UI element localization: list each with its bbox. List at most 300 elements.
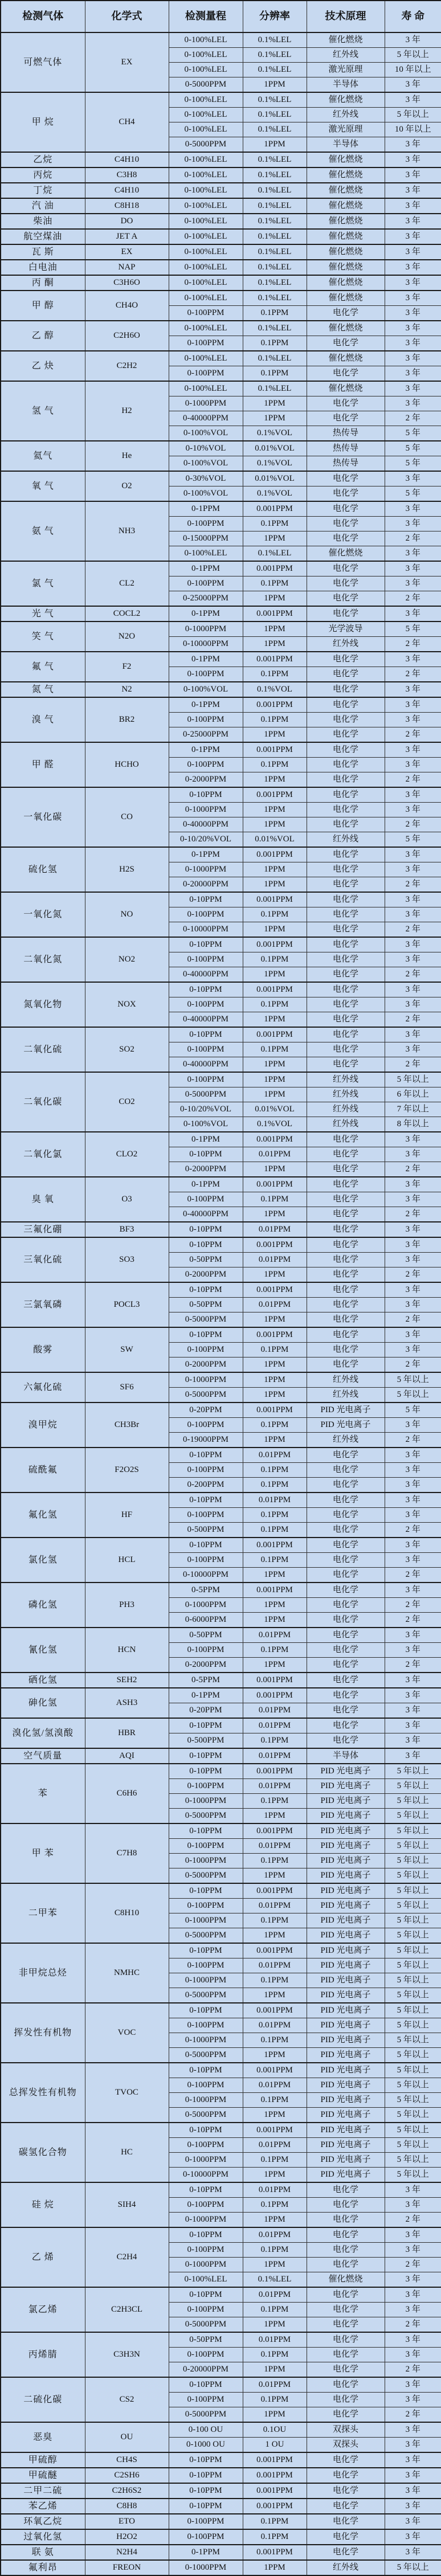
principle-cell: 电化学	[307, 1237, 385, 1253]
table-row	[1, 198, 441, 214]
gas-name-cell: 苯乙烯	[1, 2499, 85, 2514]
gas-name-cell: 甲硫醚	[1, 2468, 85, 2483]
resolution-cell: 0.01PPM	[243, 2287, 307, 2303]
resolution-cell: 0.001PPM	[243, 2123, 307, 2138]
table-row	[1, 652, 441, 667]
principle-cell: 红外线	[307, 48, 385, 63]
range-cell: 0-1000PPM	[169, 396, 243, 411]
formula-cell: C2H4	[85, 2227, 169, 2287]
lifespan-cell: 3 年	[385, 1448, 441, 1463]
range-cell: 0-100%LEL	[169, 198, 243, 214]
gas-name-cell: 氯 气	[1, 561, 85, 606]
resolution-cell: 0.001PPM	[243, 2468, 307, 2483]
resolution-cell: 0.1PPM	[243, 1643, 307, 1658]
resolution-cell: 0.1%VOL	[243, 486, 307, 502]
principle-cell: 激光原理	[307, 122, 385, 137]
formula-cell: C8H10	[85, 1883, 169, 1943]
resolution-cell: 0.1PPM	[243, 2093, 307, 2108]
principle-cell: 催化燃烧	[307, 92, 385, 108]
gas-name-cell: 溴化氢/氢溴酸	[1, 1718, 85, 1748]
principle-cell: PID 光电离子	[307, 1418, 385, 1433]
principle-cell: 电化学	[307, 2452, 385, 2468]
resolution-cell: 0.001PPM	[243, 2452, 307, 2468]
range-cell: 0-100PPM	[169, 907, 243, 922]
formula-cell: C3H6O	[85, 275, 169, 291]
range-cell: 0-10PPM	[169, 2182, 243, 2198]
principle-cell: PID 光电离子	[307, 2168, 385, 2183]
range-cell: 0-1000PPM	[169, 803, 243, 817]
resolution-cell: 0.001PPM	[243, 1823, 307, 1839]
lifespan-cell: 2 年	[385, 637, 441, 652]
formula-cell: EX	[85, 32, 169, 92]
lifespan-cell: 3 年	[385, 2272, 441, 2288]
principle-cell: 电化学	[307, 2182, 385, 2198]
lifespan-cell: 5 年以上	[385, 2003, 441, 2018]
table-row	[1, 1177, 441, 1192]
resolution-cell: 0.01%VOL	[243, 471, 307, 486]
resolution-cell: 0.1%LEL	[243, 260, 307, 275]
range-cell: 0-50PPM	[169, 1253, 243, 1267]
principle-cell: 红外线	[307, 1102, 385, 1117]
lifespan-cell: 5 年以上	[385, 2138, 441, 2153]
resolution-cell: 0.1PPM	[243, 517, 307, 531]
lifespan-cell: 5 年以上	[385, 2123, 441, 2138]
lifespan-cell: 6 年以上	[385, 1087, 441, 1102]
principle-cell: 电化学	[307, 1688, 385, 1703]
formula-cell: C2H2	[85, 351, 169, 381]
formula-cell: C2SH6	[85, 2468, 169, 2483]
lifespan-cell: 5 年以上	[385, 1839, 441, 1854]
lifespan-cell: 5 年以上	[385, 1388, 441, 1403]
gas-name-cell: 氢 气	[1, 381, 85, 441]
range-cell: 0-100%LEL	[169, 63, 243, 77]
range-cell: 0-10000PPM	[169, 637, 243, 652]
gas-name-cell: 氰化氢	[1, 1628, 85, 1673]
range-cell: 0-100PPM	[169, 2529, 243, 2545]
formula-cell: F2O2S	[85, 1448, 169, 1493]
gas-name-cell: 丁烷	[1, 183, 85, 198]
principle-cell: 电化学	[307, 667, 385, 682]
resolution-cell: 0.001PPM	[243, 652, 307, 667]
range-cell: 0-100%LEL	[169, 381, 243, 396]
lifespan-cell: 2 年	[385, 877, 441, 893]
resolution-cell: 0.001PPM	[243, 847, 307, 862]
table-row	[1, 2452, 441, 2468]
formula-cell: ASH3	[85, 1688, 169, 1718]
range-cell: 0-19000PPM	[169, 1433, 243, 1448]
range-cell: 0-5000PPM	[169, 2317, 243, 2333]
formula-cell: NAP	[85, 260, 169, 275]
resolution-cell: 0.1%LEL	[243, 214, 307, 229]
resolution-cell: 1PPM	[243, 1357, 307, 1373]
lifespan-cell: 3 年	[385, 2422, 441, 2438]
principle-cell: 电化学	[307, 772, 385, 788]
resolution-cell: 0.1%LEL	[243, 321, 307, 336]
column-header-4: 技术原理	[307, 1, 385, 32]
range-cell: 0-100PPM	[169, 1508, 243, 1523]
table-row	[1, 501, 441, 517]
range-cell: 0-10PPM	[169, 2452, 243, 2468]
gas-name-cell: 甲 苯	[1, 1823, 85, 1883]
resolution-cell: 0.001PPM	[243, 2063, 307, 2078]
lifespan-cell: 2 年	[385, 2213, 441, 2228]
formula-cell: HCN	[85, 1628, 169, 1673]
resolution-cell: 0.01PPM	[243, 1493, 307, 1508]
formula-cell: H2	[85, 381, 169, 441]
gas-name-cell: 氟 气	[1, 652, 85, 682]
gas-name-cell: 甲 醛	[1, 742, 85, 787]
principle-cell: 电化学	[307, 1523, 385, 1538]
principle-cell: 催化燃烧	[307, 167, 385, 183]
resolution-cell: 1PPM	[243, 1162, 307, 1177]
range-cell: 0-100PPM	[169, 2243, 243, 2258]
resolution-cell: 0.1PPM	[243, 758, 307, 772]
formula-cell: He	[85, 441, 169, 471]
principle-cell: PID 光电离子	[307, 1883, 385, 1899]
lifespan-cell: 3 年	[385, 1042, 441, 1057]
range-cell: 0-100PPM	[169, 517, 243, 531]
formula-cell: C6H6	[85, 1764, 169, 1823]
lifespan-cell: 5 年以上	[385, 1854, 441, 1868]
lifespan-cell: 3 年	[385, 1673, 441, 1688]
range-cell: 0-5000PPM	[169, 137, 243, 153]
gas-name-cell: 六氟化硫	[1, 1372, 85, 1403]
table-row	[1, 847, 441, 862]
table-row	[1, 697, 441, 713]
principle-cell: 红外线	[307, 637, 385, 652]
resolution-cell: 0.1%LEL	[243, 32, 307, 48]
table-row	[1, 2422, 441, 2438]
range-cell: 0-100%LEL	[169, 48, 243, 63]
resolution-cell: 0.1PPM	[243, 713, 307, 727]
principle-cell: 电化学	[307, 1628, 385, 1643]
resolution-cell: 0.01%VOL	[243, 832, 307, 848]
resolution-cell: 0.001PPM	[243, 787, 307, 803]
gas-name-cell: 二氧化碳	[1, 1072, 85, 1132]
table-row	[1, 1493, 441, 1508]
lifespan-cell: 3 年	[385, 697, 441, 713]
lifespan-cell: 3 年	[385, 167, 441, 183]
lifespan-cell: 5 年以上	[385, 1988, 441, 2003]
principle-cell: 电化学	[307, 2483, 385, 2499]
lifespan-cell: 3 年	[385, 2468, 441, 2483]
table-row	[1, 1583, 441, 1598]
range-cell: 0-100PPM	[169, 1192, 243, 1207]
table-row	[1, 2227, 441, 2243]
resolution-cell: 0.001PPM	[243, 1027, 307, 1042]
lifespan-cell: 2 年	[385, 1433, 441, 1448]
principle-cell: 电化学	[307, 1147, 385, 1162]
range-cell: 0-1PPM	[169, 606, 243, 621]
principle-cell: 电化学	[307, 561, 385, 576]
formula-cell: POCL3	[85, 1282, 169, 1327]
resolution-cell: 0.001PPM	[243, 892, 307, 907]
lifespan-cell: 3 年	[385, 152, 441, 167]
gas-name-cell: 二甲二硫	[1, 2483, 85, 2499]
range-cell: 0-100%VOL	[169, 426, 243, 441]
range-cell: 0-1000PPM	[169, 2258, 243, 2272]
gas-name-cell: 碳氢化合物	[1, 2123, 85, 2182]
resolution-cell: 0.1%LEL	[243, 2272, 307, 2288]
table-row	[1, 229, 441, 244]
lifespan-cell: 5 年	[385, 441, 441, 456]
range-cell: 0-1PPM	[169, 561, 243, 576]
principle-cell: PID 光电离子	[307, 1913, 385, 1928]
column-header-3: 分辨率	[243, 1, 307, 32]
principle-cell: 电化学	[307, 967, 385, 983]
principle-cell: PID 光电离子	[307, 2033, 385, 2048]
range-cell: 0-10PPM	[169, 1823, 243, 1839]
formula-cell: PH3	[85, 1583, 169, 1628]
table-row	[1, 2499, 441, 2514]
range-cell: 0-5000PPM	[169, 1988, 243, 2003]
table-row	[1, 682, 441, 697]
lifespan-cell: 5 年以上	[385, 1072, 441, 1087]
formula-cell: HCHO	[85, 742, 169, 787]
range-cell: 0-50PPM	[169, 1298, 243, 1312]
formula-cell: TVOC	[85, 2063, 169, 2123]
resolution-cell: 1PPM	[243, 922, 307, 938]
formula-cell: VOC	[85, 2003, 169, 2063]
resolution-cell: 0.1PPM	[243, 1973, 307, 1988]
principle-cell: PID 光电离子	[307, 1823, 385, 1839]
resolution-cell: 1PPM	[243, 1598, 307, 1613]
principle-cell: 热传导	[307, 441, 385, 456]
lifespan-cell: 5 年以上	[385, 2108, 441, 2123]
lifespan-cell: 3 年	[385, 982, 441, 997]
range-cell: 0-2000PPM	[169, 772, 243, 788]
range-cell: 0-100PPM	[169, 952, 243, 967]
lifespan-cell: 7 年以上	[385, 1102, 441, 1117]
principle-cell: 电化学	[307, 1508, 385, 1523]
principle-cell: PID 光电离子	[307, 2048, 385, 2063]
formula-cell: COCL2	[85, 606, 169, 621]
principle-cell: 电化学	[307, 2287, 385, 2303]
principle-cell: 电化学	[307, 1613, 385, 1628]
lifespan-cell: 5 年以上	[385, 1809, 441, 1824]
range-cell: 0-2000PPM	[169, 1357, 243, 1373]
resolution-cell: 0.001PPM	[243, 1583, 307, 1598]
range-cell: 0-100 OU	[169, 2422, 243, 2438]
resolution-cell: 0.01PPM	[243, 1958, 307, 1973]
range-cell: 0-100%LEL	[169, 167, 243, 183]
gas-name-cell: 瓦 斯	[1, 244, 85, 260]
lifespan-cell: 5 年	[385, 1403, 441, 1418]
gas-name-cell: 汽 油	[1, 198, 85, 214]
principle-cell: 电化学	[307, 787, 385, 803]
principle-cell: 电化学	[307, 1222, 385, 1237]
table-row	[1, 1403, 441, 1418]
resolution-cell: 0.1PPM	[243, 1854, 307, 1868]
principle-cell: 电化学	[307, 907, 385, 922]
formula-cell: NMHC	[85, 1943, 169, 2003]
range-cell: 0-5000PPM	[169, 2048, 243, 2063]
table-row	[1, 441, 441, 456]
principle-cell: 电化学	[307, 2227, 385, 2243]
range-cell: 0-10PPM	[169, 1764, 243, 1779]
lifespan-cell: 5 年以上	[385, 1868, 441, 1884]
lifespan-cell: 3 年	[385, 214, 441, 229]
principle-cell: PID 光电离子	[307, 2018, 385, 2033]
formula-cell: C3H8	[85, 167, 169, 183]
principle-cell: 电化学	[307, 1538, 385, 1553]
principle-cell: 电化学	[307, 471, 385, 486]
resolution-cell: 0.01PPM	[243, 2182, 307, 2198]
resolution-cell: 0.1PPM	[243, 366, 307, 382]
gas-name-cell: 甲 醇	[1, 291, 85, 321]
lifespan-cell: 3 年	[385, 1748, 441, 1764]
table-row	[1, 1448, 441, 1463]
range-cell: 0-100%LEL	[169, 122, 243, 137]
resolution-cell: 0.1PPM	[243, 2348, 307, 2362]
principle-cell: 催化燃烧	[307, 351, 385, 366]
range-cell: 0-10000PPM	[169, 1568, 243, 1583]
principle-cell: 电化学	[307, 713, 385, 727]
formula-cell: C3H3N	[85, 2332, 169, 2377]
range-cell: 0-50PPM	[169, 1628, 243, 1643]
formula-cell: N2H4	[85, 2545, 169, 2560]
resolution-cell: 0.001PPM	[243, 982, 307, 997]
table-row	[1, 2287, 441, 2303]
formula-cell: O2	[85, 471, 169, 501]
resolution-cell: 0.01PPM	[243, 1298, 307, 1312]
principle-cell: 催化燃烧	[307, 2272, 385, 2288]
gas-name-cell: 甲 烷	[1, 92, 85, 152]
principle-cell: 电化学	[307, 1448, 385, 1463]
lifespan-cell: 3 年	[385, 32, 441, 48]
formula-cell: SF6	[85, 1372, 169, 1403]
gas-name-cell: 光 气	[1, 606, 85, 621]
principle-cell: 电化学	[307, 952, 385, 967]
principle-cell: 催化燃烧	[307, 32, 385, 48]
range-cell: 0-100PPM	[169, 1899, 243, 1913]
resolution-cell: 0.1%LEL	[243, 244, 307, 260]
principle-cell: PID 光电离子	[307, 1794, 385, 1809]
table-row	[1, 2332, 441, 2348]
formula-cell: EX	[85, 244, 169, 260]
principle-cell: 电化学	[307, 1282, 385, 1298]
range-cell: 0-100%LEL	[169, 152, 243, 167]
range-cell: 0-1000PPM	[169, 2033, 243, 2048]
table-row	[1, 1688, 441, 1703]
lifespan-cell: 3 年	[385, 1237, 441, 1253]
range-cell: 0-200PPM	[169, 1478, 243, 1493]
formula-cell: SW	[85, 1327, 169, 1372]
range-cell: 0-40000PPM	[169, 967, 243, 983]
principle-cell: PID 光电离子	[307, 1928, 385, 1944]
formula-cell: HC	[85, 2123, 169, 2182]
resolution-cell: 1PPM	[243, 1087, 307, 1102]
resolution-cell: 0.1PPM	[243, 2303, 307, 2317]
lifespan-cell: 3 年	[385, 2348, 441, 2362]
gas-name-cell: 三氯氧磷	[1, 1282, 85, 1327]
range-cell: 0-100PPM	[169, 2018, 243, 2033]
principle-cell: PID 光电离子	[307, 1764, 385, 1779]
lifespan-cell: 3 年	[385, 2377, 441, 2393]
resolution-cell: 1PPM	[243, 727, 307, 743]
principle-cell: 热传导	[307, 456, 385, 472]
table-row	[1, 2560, 441, 2575]
lifespan-cell: 3 年	[385, 713, 441, 727]
gas-name-cell: 恶臭	[1, 2422, 85, 2452]
gas-name-cell: 柴油	[1, 214, 85, 229]
lifespan-cell: 3 年	[385, 907, 441, 922]
range-cell: 0-100PPM	[169, 1072, 243, 1087]
resolution-cell: 1PPM	[243, 817, 307, 832]
formula-cell: C4H10	[85, 183, 169, 198]
principle-cell: PID 光电离子	[307, 1854, 385, 1868]
table-row	[1, 561, 441, 576]
principle-cell: 电化学	[307, 411, 385, 426]
lifespan-cell: 5 年以上	[385, 1913, 441, 1928]
range-cell: 0-100PPM	[169, 2514, 243, 2529]
range-cell: 0-100%LEL	[169, 546, 243, 562]
gas-name-cell: 氯乙烯	[1, 2287, 85, 2332]
resolution-cell: 0.01PPM	[243, 1839, 307, 1854]
formula-cell: SO2	[85, 1027, 169, 1072]
resolution-cell: 0.1%LEL	[243, 183, 307, 198]
gas-name-cell: 二甲苯	[1, 1883, 85, 1943]
range-cell: 0-1PPM	[169, 2545, 243, 2560]
range-cell: 0-10000PPM	[169, 2168, 243, 2183]
lifespan-cell: 3 年	[385, 1177, 441, 1192]
resolution-cell: 1PPM	[243, 137, 307, 153]
formula-cell: C7H8	[85, 1823, 169, 1883]
resolution-cell: 0.1PPM	[243, 1042, 307, 1057]
range-cell: 0-6000PPM	[169, 1613, 243, 1628]
resolution-cell: 0.001PPM	[243, 1177, 307, 1192]
lifespan-cell: 5 年以上	[385, 1899, 441, 1913]
principle-cell: 电化学	[307, 2258, 385, 2272]
range-cell: 0-1PPM	[169, 1177, 243, 1192]
principle-cell: 红外线	[307, 832, 385, 848]
lifespan-cell: 3 年	[385, 471, 441, 486]
principle-cell: 电化学	[307, 652, 385, 667]
principle-cell: 半导体	[307, 77, 385, 93]
principle-cell: 电化学	[307, 2348, 385, 2362]
range-cell: 0-100PPM	[169, 2348, 243, 2362]
lifespan-cell: 3 年	[385, 1253, 441, 1267]
principle-cell: 电化学	[307, 847, 385, 862]
lifespan-cell: 5 年以上	[385, 2560, 441, 2575]
resolution-cell: 0.001PPM	[243, 2003, 307, 2018]
table-row	[1, 167, 441, 183]
lifespan-cell: 3 年	[385, 1508, 441, 1523]
range-cell: 0-1PPM	[169, 1132, 243, 1147]
lifespan-cell: 10 年以上	[385, 63, 441, 77]
range-cell: 0-5000PPM	[169, 1868, 243, 1884]
resolution-cell: 0.01PPM	[243, 2078, 307, 2093]
principle-cell: 光学波导	[307, 621, 385, 637]
lifespan-cell: 3 年	[385, 2287, 441, 2303]
range-cell: 0-10PPM	[169, 2063, 243, 2078]
range-cell: 0-100%LEL	[169, 291, 243, 306]
gas-name-cell: 乙 烯	[1, 2227, 85, 2287]
lifespan-cell: 2 年	[385, 1523, 441, 1538]
resolution-cell: 0.001PPM	[243, 937, 307, 952]
resolution-cell: 0.1%LEL	[243, 351, 307, 366]
range-cell: 0-10PPM	[169, 2287, 243, 2303]
range-cell: 0-10PPM	[169, 1222, 243, 1237]
formula-cell: SO3	[85, 1237, 169, 1282]
range-cell: 0-10PPM	[169, 1943, 243, 1958]
lifespan-cell: 2 年	[385, 1613, 441, 1628]
resolution-cell: 0.001PPM	[243, 742, 307, 758]
resolution-cell: 0.001PPM	[243, 1282, 307, 1298]
principle-cell: PID 光电离子	[307, 1403, 385, 1418]
gas-name-cell: 二氧化氯	[1, 1132, 85, 1177]
lifespan-cell: 3 年	[385, 2332, 441, 2348]
